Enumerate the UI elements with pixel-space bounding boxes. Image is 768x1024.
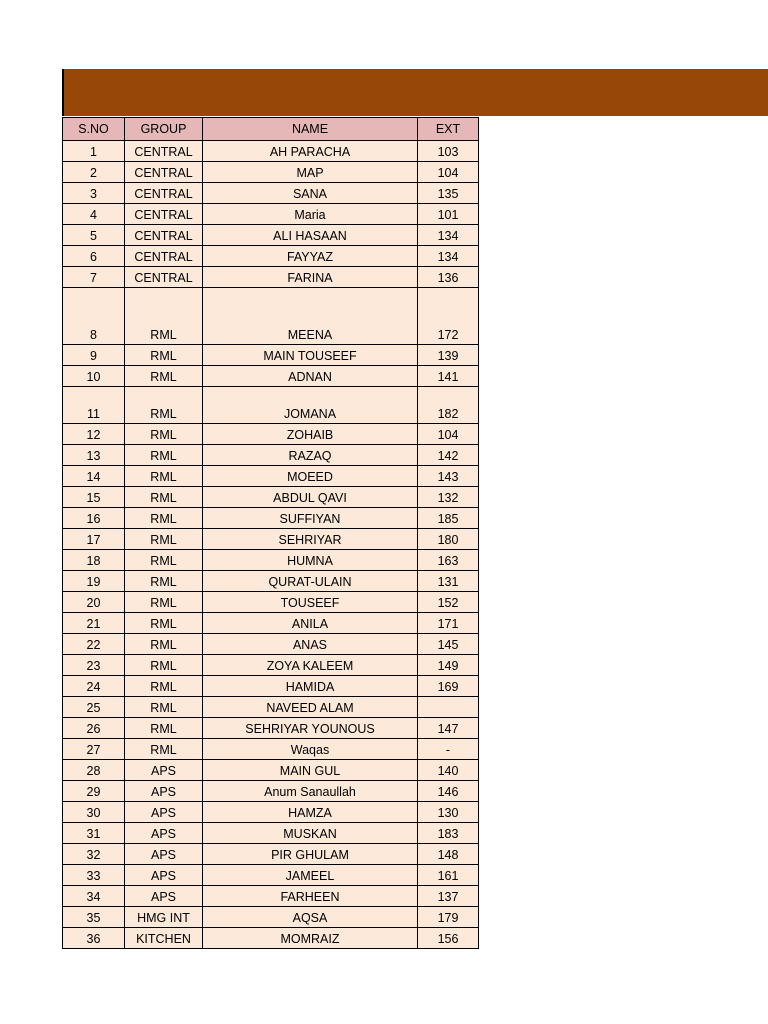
cell-name[interactable]: FARHEEN xyxy=(203,886,418,907)
column-header-group[interactable]: GROUP xyxy=(125,118,203,141)
extension-table xyxy=(62,117,479,949)
cell-sno[interactable]: 9 xyxy=(63,345,125,366)
cell-sno[interactable]: 6 xyxy=(63,246,125,267)
table-row xyxy=(63,225,479,246)
cell-ext[interactable]: 134 xyxy=(418,225,479,246)
cell-ext[interactable]: 146 xyxy=(418,781,479,802)
cell-ext[interactable]: 139 xyxy=(418,345,479,366)
cell-ext[interactable]: 169 xyxy=(418,676,479,697)
cell-group[interactable]: RML xyxy=(125,445,203,466)
cell-group[interactable]: RML xyxy=(125,613,203,634)
table-row xyxy=(63,424,479,445)
table-row xyxy=(63,162,479,183)
cell-sno[interactable]: 14 xyxy=(63,466,125,487)
table-row xyxy=(63,508,479,529)
cell-name[interactable]: SANA xyxy=(203,183,418,204)
cell-sno[interactable]: 21 xyxy=(63,613,125,634)
table-body xyxy=(63,141,479,949)
cell-ext[interactable]: 137 xyxy=(418,886,479,907)
cell-group[interactable]: RML xyxy=(125,529,203,550)
table-row xyxy=(63,183,479,204)
cell-ext[interactable]: 172 xyxy=(418,288,479,345)
cell-group[interactable]: APS xyxy=(125,886,203,907)
cell-ext[interactable]: 145 xyxy=(418,634,479,655)
column-header-sno[interactable]: S.NO xyxy=(63,118,125,141)
cell-group[interactable]: APS xyxy=(125,802,203,823)
cell-ext[interactable]: 135 xyxy=(418,183,479,204)
cell-group[interactable]: RML xyxy=(125,345,203,366)
cell-ext[interactable]: 161 xyxy=(418,865,479,886)
cell-group[interactable]: RML xyxy=(125,571,203,592)
cell-name[interactable]: TOUSEEF xyxy=(203,592,418,613)
cell-name[interactable]: NAVEED ALAM xyxy=(203,697,418,718)
cell-ext[interactable]: 134 xyxy=(418,246,479,267)
cell-name[interactable]: ALI HASAAN xyxy=(203,225,418,246)
cell-ext[interactable]: 152 xyxy=(418,592,479,613)
cell-group[interactable]: RML xyxy=(125,634,203,655)
cell-sno[interactable]: 16 xyxy=(63,508,125,529)
cell-name[interactable]: AQSA xyxy=(203,907,418,928)
cell-name[interactable]: ADNAN xyxy=(203,366,418,387)
cell-ext[interactable]: 147 xyxy=(418,718,479,739)
cell-ext[interactable]: 183 xyxy=(418,823,479,844)
table-row xyxy=(63,886,479,907)
cell-name[interactable]: Waqas xyxy=(203,739,418,760)
cell-group[interactable]: HMG INT xyxy=(125,907,203,928)
cell-sno[interactable]: 7 xyxy=(63,267,125,288)
table-row xyxy=(63,802,479,823)
cell-sno[interactable]: 29 xyxy=(63,781,125,802)
table-row xyxy=(63,445,479,466)
cell-sno[interactable]: 8 xyxy=(63,288,125,345)
cell-name[interactable]: ABDUL QAVI xyxy=(203,487,418,508)
table-row xyxy=(63,387,479,424)
table-row xyxy=(63,366,479,387)
cell-group[interactable]: RML xyxy=(125,697,203,718)
table-row xyxy=(63,634,479,655)
table-row xyxy=(63,739,479,760)
cell-name[interactable]: ZOHAIB xyxy=(203,424,418,445)
cell-name[interactable]: MOEED xyxy=(203,466,418,487)
cell-sno[interactable]: 11 xyxy=(63,387,125,424)
cell-sno[interactable]: 25 xyxy=(63,697,125,718)
table-row xyxy=(63,267,479,288)
cell-ext[interactable]: 131 xyxy=(418,571,479,592)
table-row xyxy=(63,141,479,162)
cell-name[interactable]: ANILA xyxy=(203,613,418,634)
cell-sno[interactable]: 4 xyxy=(63,204,125,225)
cell-sno[interactable]: 5 xyxy=(63,225,125,246)
cell-name[interactable]: Maria xyxy=(203,204,418,225)
cell-name[interactable]: HAMZA xyxy=(203,802,418,823)
table-row xyxy=(63,204,479,225)
table-row xyxy=(63,246,479,267)
column-header-name[interactable]: NAME xyxy=(203,118,418,141)
cell-sno[interactable]: 34 xyxy=(63,886,125,907)
cell-sno[interactable]: 15 xyxy=(63,487,125,508)
cell-sno[interactable]: 1 xyxy=(63,141,125,162)
cell-sno[interactable]: 27 xyxy=(63,739,125,760)
cell-group[interactable]: RML xyxy=(125,676,203,697)
cell-name[interactable]: MUSKAN xyxy=(203,823,418,844)
cell-ext[interactable]: 185 xyxy=(418,508,479,529)
column-header-ext[interactable]: EXT xyxy=(418,118,479,141)
cell-sno[interactable]: 28 xyxy=(63,760,125,781)
table-row xyxy=(63,928,479,949)
cell-group[interactable]: RML xyxy=(125,508,203,529)
cell-group[interactable]: RML xyxy=(125,387,203,424)
cell-sno[interactable]: 26 xyxy=(63,718,125,739)
cell-sno[interactable]: 31 xyxy=(63,823,125,844)
cell-name[interactable]: FARINA xyxy=(203,267,418,288)
table-header-row xyxy=(63,118,479,141)
cell-sno[interactable]: 24 xyxy=(63,676,125,697)
table-row xyxy=(63,781,479,802)
cell-name[interactable]: ANAS xyxy=(203,634,418,655)
table-row xyxy=(63,466,479,487)
cell-sno[interactable]: 32 xyxy=(63,844,125,865)
table-row xyxy=(63,718,479,739)
cell-name[interactable]: MAIN TOUSEEF xyxy=(203,345,418,366)
cell-ext[interactable]: 182 xyxy=(418,387,479,424)
cell-group[interactable]: APS xyxy=(125,865,203,886)
cell-name[interactable]: QURAT-ULAIN xyxy=(203,571,418,592)
cell-name[interactable]: MAP xyxy=(203,162,418,183)
cell-group[interactable]: RML xyxy=(125,366,203,387)
cell-sno[interactable]: 35 xyxy=(63,907,125,928)
table-row xyxy=(63,487,479,508)
cell-name[interactable]: HAMIDA xyxy=(203,676,418,697)
cell-group[interactable]: RML xyxy=(125,424,203,445)
cell-group[interactable]: RML xyxy=(125,466,203,487)
cell-sno[interactable]: 20 xyxy=(63,592,125,613)
cell-sno[interactable]: 18 xyxy=(63,550,125,571)
table-row xyxy=(63,907,479,928)
cell-ext[interactable]: 140 xyxy=(418,760,479,781)
table-row xyxy=(63,760,479,781)
cell-group[interactable]: CENTRAL xyxy=(125,246,203,267)
cell-name[interactable]: AH PARACHA xyxy=(203,141,418,162)
cell-group[interactable]: RML xyxy=(125,739,203,760)
cell-ext[interactable]: 180 xyxy=(418,529,479,550)
cell-sno[interactable]: 33 xyxy=(63,865,125,886)
cell-name[interactable]: ZOYA KALEEM xyxy=(203,655,418,676)
cell-name[interactable]: RAZAQ xyxy=(203,445,418,466)
cell-ext[interactable]: 130 xyxy=(418,802,479,823)
cell-group[interactable]: RML xyxy=(125,550,203,571)
cell-ext[interactable]: 104 xyxy=(418,424,479,445)
table-row xyxy=(63,288,479,345)
cell-sno[interactable]: 2 xyxy=(63,162,125,183)
cell-name[interactable]: MEENA xyxy=(203,288,418,345)
cell-group[interactable]: APS xyxy=(125,844,203,865)
cell-sno[interactable]: 19 xyxy=(63,571,125,592)
cell-group[interactable]: CENTRAL xyxy=(125,162,203,183)
cell-name[interactable]: MAIN GUL xyxy=(203,760,418,781)
cell-sno[interactable]: 36 xyxy=(63,928,125,949)
cell-ext[interactable]: 148 xyxy=(418,844,479,865)
cell-sno[interactable]: 30 xyxy=(63,802,125,823)
table-row xyxy=(63,865,479,886)
cell-sno[interactable]: 10 xyxy=(63,366,125,387)
cell-group[interactable]: CENTRAL xyxy=(125,225,203,246)
cell-ext[interactable]: 163 xyxy=(418,550,479,571)
cell-group[interactable]: RML xyxy=(125,592,203,613)
table-row xyxy=(63,529,479,550)
cell-name[interactable]: JAMEEL xyxy=(203,865,418,886)
cell-sno[interactable]: 17 xyxy=(63,529,125,550)
cell-ext[interactable]: 132 xyxy=(418,487,479,508)
table-row xyxy=(63,697,479,718)
cell-ext[interactable]: 179 xyxy=(418,907,479,928)
cell-group[interactable]: CENTRAL xyxy=(125,267,203,288)
table-row xyxy=(63,823,479,844)
cell-ext[interactable]: 103 xyxy=(418,141,479,162)
cell-name[interactable]: SUFFIYAN xyxy=(203,508,418,529)
cell-name[interactable]: Anum Sanaullah xyxy=(203,781,418,802)
cell-group[interactable]: CENTRAL xyxy=(125,204,203,225)
cell-ext[interactable]: 142 xyxy=(418,445,479,466)
cell-sno[interactable]: 13 xyxy=(63,445,125,466)
cell-sno[interactable]: 12 xyxy=(63,424,125,445)
cell-ext[interactable]: 156 xyxy=(418,928,479,949)
cell-name[interactable]: MOMRAIZ xyxy=(203,928,418,949)
cell-sno[interactable]: 23 xyxy=(63,655,125,676)
table-row xyxy=(63,655,479,676)
cell-sno[interactable]: 3 xyxy=(63,183,125,204)
cell-group[interactable]: KITCHEN xyxy=(125,928,203,949)
cell-group[interactable]: APS xyxy=(125,823,203,844)
cell-ext[interactable]: 104 xyxy=(418,162,479,183)
cell-name[interactable]: PIR GHULAM xyxy=(203,844,418,865)
cell-name[interactable]: JOMANA xyxy=(203,387,418,424)
cell-ext[interactable]: 141 xyxy=(418,366,479,387)
cell-ext[interactable]: - xyxy=(418,739,479,760)
cell-ext[interactable]: 101 xyxy=(418,204,479,225)
cell-group[interactable]: RML xyxy=(125,655,203,676)
cell-ext[interactable]: 171 xyxy=(418,613,479,634)
table-row xyxy=(63,613,479,634)
table-row xyxy=(63,676,479,697)
cell-ext[interactable]: 136 xyxy=(418,267,479,288)
cell-ext[interactable]: 143 xyxy=(418,466,479,487)
cell-group[interactable]: CENTRAL xyxy=(125,183,203,204)
cell-ext[interactable]: 149 xyxy=(418,655,479,676)
cell-group[interactable]: CENTRAL xyxy=(125,141,203,162)
cell-group[interactable]: RML xyxy=(125,288,203,345)
cell-group[interactable]: APS xyxy=(125,760,203,781)
table-row xyxy=(63,550,479,571)
cell-group[interactable]: APS xyxy=(125,781,203,802)
cell-name[interactable]: FAYYAZ xyxy=(203,246,418,267)
cell-ext[interactable] xyxy=(418,697,479,718)
header-bar xyxy=(62,69,768,116)
table-row xyxy=(63,592,479,613)
cell-name[interactable]: SEHRIYAR YOUNOUS xyxy=(203,718,418,739)
cell-group[interactable]: RML xyxy=(125,487,203,508)
cell-group[interactable]: RML xyxy=(125,718,203,739)
table-row xyxy=(63,345,479,366)
cell-name[interactable]: HUMNA xyxy=(203,550,418,571)
table-row xyxy=(63,844,479,865)
table-row xyxy=(63,571,479,592)
cell-sno[interactable]: 22 xyxy=(63,634,125,655)
cell-name[interactable]: SEHRIYAR xyxy=(203,529,418,550)
